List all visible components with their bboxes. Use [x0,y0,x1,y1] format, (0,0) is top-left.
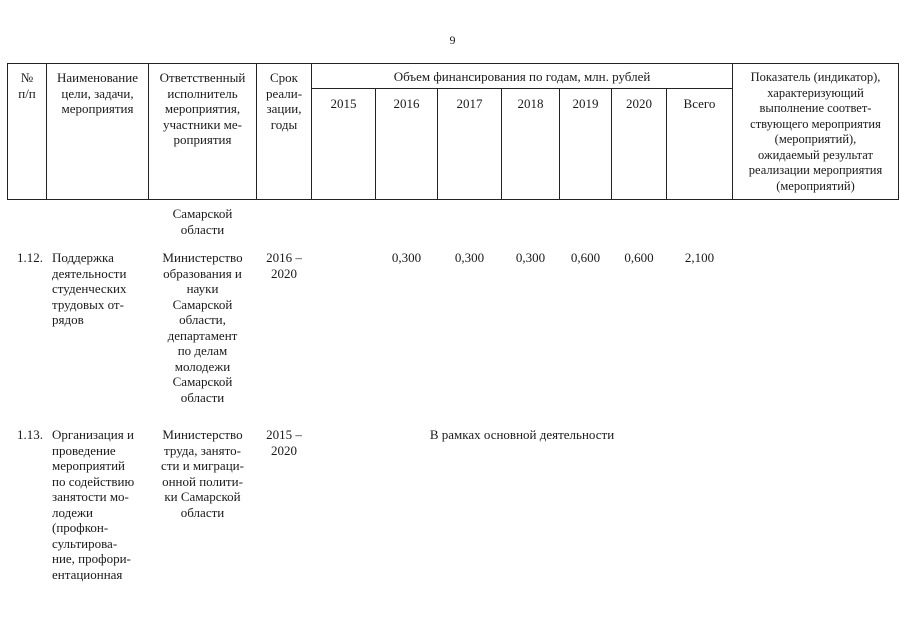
value-2019: 0,600 [570,250,601,265]
row-term: 2016 – 2020 [266,250,302,281]
continuation-responsible: Самарской области [172,206,233,237]
page-number: 9 [449,33,456,47]
row-name: Организация и проведение мероприятий по содействию занятости мо- лодежи (профкон- сультирова- ние, профори- ентационная [52,427,135,582]
header-year-2020: 2020 [626,96,652,111]
row-responsible: Министерство образования и науки Самарской области, департамент по делам молодежи Самарской области [162,250,243,405]
row-number: 1.12. [17,250,43,265]
header-no: № п/п [18,70,36,101]
header-indicator: Показатель (индикатор), характеризующий выполнение соответ- ствующего мероприятия (мероприятий), ожидаемый результат реализации мероприятия (мероприятий) [748,70,883,193]
row-funding-note: В рамках основной деятельности [429,427,615,442]
value-total: 2,100 [684,250,715,265]
header-year-2017: 2017 [456,96,483,111]
header-year-2015: 2015 [330,96,357,111]
row-term: 2015 – 2020 [266,427,302,458]
row-responsible: Министерство труда, занято- сти и миграци- онной полити- ки Самарской области [161,427,244,520]
header-name: Наименование цели, задачи, мероприятия [57,70,138,116]
value-2018: 0,300 [515,250,546,265]
header-year-2016: 2016 [393,96,420,111]
header-term: Срок реали- зации, годы [265,70,303,132]
value-2020: 0,600 [624,250,654,265]
header-total: Всего [683,96,716,111]
value-2016: 0,300 [391,250,422,265]
row-number: 1.13. [17,427,43,442]
header-responsible: Ответственный исполнитель мероприятия, участники ме- роприятия [159,70,246,147]
header-year-2018: 2018 [517,96,544,111]
header-funding: Объем финансирования по годам, млн. рублей [393,69,651,84]
header-year-2019: 2019 [572,96,599,111]
value-2017: 0,300 [454,250,485,265]
row-name: Поддержка деятельности студенческих трудовых от- рядов [52,250,127,327]
